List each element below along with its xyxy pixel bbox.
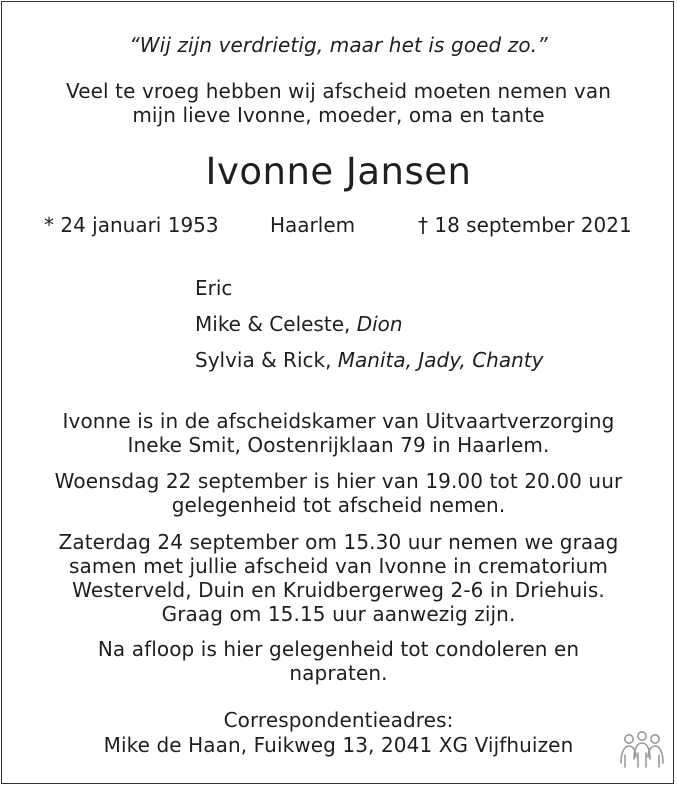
family-names: Eric	[195, 276, 233, 300]
family-member	[195, 312, 403, 336]
paragraph-line: Westerveld, Duin en Kruidbergerweg 2-6 in Driehuis.	[72, 578, 605, 602]
paragraph-line: Woensdag 22 september is hier van 19.00 tot 20.00 uur	[54, 469, 623, 493]
correspondence-address: Mike de Haan, Fuikweg 13, 2041 XG Vijfhuizen	[103, 733, 574, 757]
death-date: † 18 september 2021	[418, 213, 632, 237]
paragraph-line: napraten.	[289, 661, 388, 685]
intro-line-1: Veel te vroeg hebben wij afscheid moeten nemen van	[66, 79, 611, 103]
motto: “Wij zijn verdrietig, maar het is goed zo.”	[129, 33, 548, 57]
family-names: Sylvia & Rick,	[195, 348, 338, 372]
paragraph-line: gelegenheid tot afscheid nemen.	[171, 493, 506, 517]
family-children: Manita, Jady, Chanty	[337, 348, 544, 372]
paragraph-line: Na afloop is hier gelegenheid tot condoleren en	[97, 637, 580, 661]
paragraph-line: Zaterdag 24 september om 15.30 uur nemen we graag	[58, 530, 619, 554]
paragraph-line: Ineke Smit, Oostenrijklaan 79 in Haarlem.	[127, 433, 550, 457]
family-children: Dion	[356, 312, 403, 336]
deceased-name: Ivonne Jansen	[205, 150, 472, 193]
birth-date: * 24 januari 1953	[44, 213, 219, 237]
family-member	[195, 276, 232, 300]
intro-line-2: mijn lieve Ivonne, moeder, oma en tante	[132, 103, 545, 127]
paragraph-line: Graag om 15.15 uur aanwezig zijn.	[161, 602, 516, 626]
paragraph-line: Ivonne is in de afscheidskamer van Uitvaartverzorging	[62, 409, 615, 433]
family-member	[195, 348, 543, 372]
place: Haarlem	[270, 213, 356, 237]
family-figures-icon	[617, 729, 667, 773]
family-names: Mike & Celeste,	[195, 312, 357, 336]
paragraph-line: samen met jullie afscheid van Ivonne in crematorium	[69, 554, 608, 578]
correspondence-label: Correspondentieadres:	[223, 708, 454, 732]
